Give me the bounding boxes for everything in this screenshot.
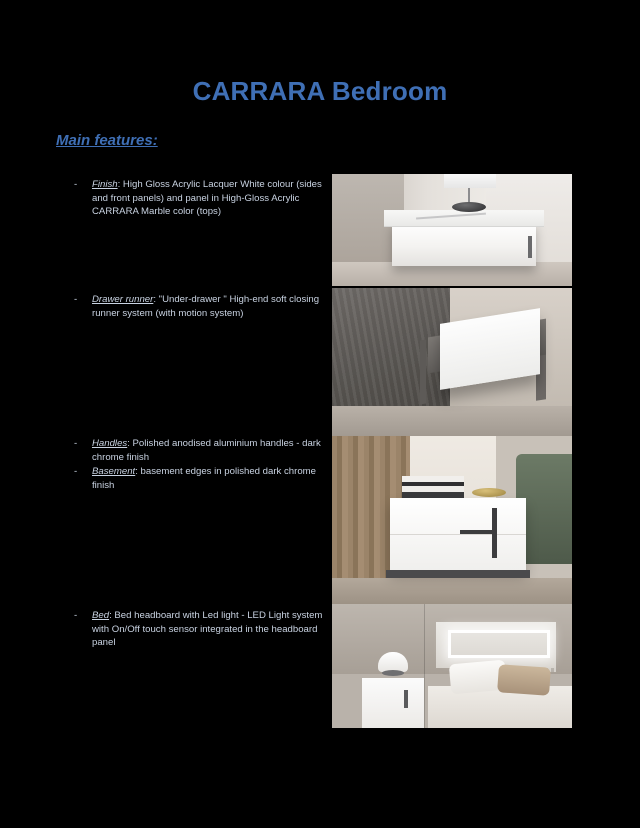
nightstand (362, 678, 424, 728)
cabinet-handle-horizontal (460, 530, 494, 534)
bullet-marker: - (74, 179, 78, 190)
feature-text (92, 609, 332, 650)
product-photo-led-headboard (332, 604, 572, 728)
feature-label: Handles (92, 438, 128, 449)
feature-text (92, 437, 332, 464)
feature-item-handles (74, 437, 332, 464)
feature-body: : High Gloss Acrylic Lacquer White colour (sides and front panels) and panel in High-Gloss Acrylic CARRARA Marble color (tops) (92, 179, 322, 217)
feature-body: : Bed headboard with Led light - LED Light system with On/Off touch sensor integrated in the headboard panel (92, 610, 323, 648)
books-stack (402, 476, 464, 498)
cabinet-handle (528, 236, 532, 258)
feature-label: Finish (92, 179, 118, 190)
product-photo-handles-basement (332, 436, 572, 604)
wall-seam (424, 604, 425, 728)
marble-top (384, 210, 544, 227)
bullet-marker: - (74, 610, 78, 621)
bed-sheet (428, 686, 572, 728)
basement-edge (386, 570, 530, 578)
bullet-marker: - (74, 466, 78, 477)
bullet-marker: - (74, 438, 78, 449)
product-photo-open-drawer (332, 288, 572, 436)
product-photo-nightstand-marble (332, 174, 572, 286)
cabinet-body (392, 222, 536, 266)
pillow-beige (497, 664, 551, 696)
bullet-marker: - (74, 294, 78, 305)
feature-text (92, 293, 332, 320)
nightstand-handle (404, 690, 408, 708)
led-light-strip (448, 630, 550, 658)
feature-label: Drawer runner (92, 294, 154, 305)
table-lamp-base (382, 670, 404, 676)
section-heading: Main features: (56, 132, 158, 149)
lamp-base (452, 202, 486, 212)
floor (332, 406, 572, 436)
feature-body: : "Under-drawer " High-end soft closing runner system (with motion system) (92, 294, 320, 319)
feature-label: Bed (92, 610, 110, 621)
feature-item-basement (74, 465, 332, 492)
feature-text (92, 465, 332, 492)
drawer-runner-left (420, 340, 426, 405)
drawer-seam (390, 534, 526, 535)
feature-text (92, 178, 332, 219)
feature-item-bed (74, 609, 332, 650)
table-lamp-shade (378, 652, 408, 672)
brass-tray (472, 488, 506, 497)
feature-label: Basement (92, 466, 136, 477)
floor (332, 578, 572, 604)
lamp-shade (444, 174, 496, 188)
feature-item-finish (74, 178, 332, 219)
page-title: CARRARA Bedroom (192, 76, 448, 106)
feature-body: : basement edges in polished dark chrome finish (92, 466, 316, 491)
feature-item-drawer-runner (74, 293, 332, 320)
feature-body: : Polished anodised aluminium handles - dark chrome finish (92, 438, 321, 463)
